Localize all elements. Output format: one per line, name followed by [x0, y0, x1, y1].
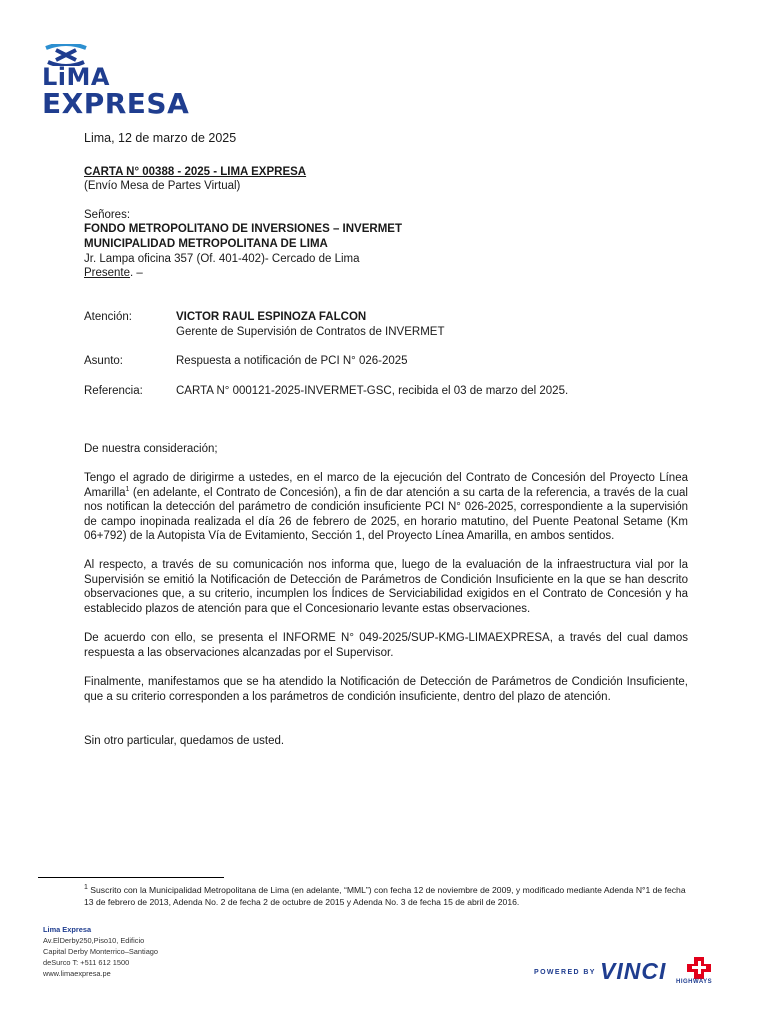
subject-value: Respuesta a notificación de PCI N° 026-2025 [176, 355, 408, 367]
footer-website: www.limaexpresa.pe [43, 969, 111, 978]
footer-address-2: Capital Derby Monterrico–Santiago [43, 947, 159, 956]
footnote-marker: 1 [125, 485, 130, 493]
footer-phone: deSurco T: +511 612 1500 [43, 958, 130, 967]
paragraph-3: De acuerdo con ello, se presenta el INFORME N° 049-2025/SUP-KMG-LIMAEXPRESA, a través del cual damos respuesta a las observaciones alcanzadas por el Supervisor. [84, 632, 688, 659]
footnote-separator [38, 877, 224, 878]
date-line: Lima, 12 de marzo de 2025 [84, 131, 237, 145]
salutation-label: Señores: [84, 209, 131, 221]
letter-reference: CARTA N° 00388 - 2025 - LIMA EXPRESA [84, 166, 307, 178]
powered-by-label: POWERED BY [534, 969, 596, 976]
recipient-address: Jr. Lampa oficina 357 (Of. 401-402)- Cercado de Lima [84, 253, 360, 265]
paragraph-1-part-a: Tengo el agrado de dirigirme a ustedes, en el marco de la ejecución del Contrato de Concesión del Proyecto Línea Amarilla [84, 472, 688, 499]
footer-company: Lima Expresa [43, 925, 92, 934]
closing-line: Sin otro particular, quedamos de usted. [84, 735, 285, 747]
logo-line2: EXPRESA [42, 87, 190, 120]
footnote [84, 884, 688, 908]
reference-label: Referencia: [84, 385, 143, 397]
delivery-method: (Envío Mesa de Partes Virtual) [84, 180, 241, 192]
footnote-text: Suscrito con la Municipalidad Metropolitana de Lima (en adelante, “MML”) con fecha 12 de noviembre de 2009, y modificado mediante Adenda N°1 de fecha 13 de febrero de 2013, Adenda No. 2 de fecha 2 de octubre de 2015 y Adenda No. 3 de fecha 15 de abril de 2016. [84, 885, 686, 907]
presente-tail: . – [130, 267, 143, 279]
paragraph-1-part-b: (en adelante, el Contrato de Concesión), a fin de dar atención a su carta de la referencia, a través de la cual nos notifican la detección del parámetro de condición insuficiente PCI N° 026-2025, correspondiente a la supervisión de campo inopinada realizada el día 26 de febrero de 2025, en horario matutino, del Puente Peatonal Setame (Km 06+792) de la Autopista Vía de Evitamiento, Sección 1, del Proyecto Línea Amarilla, en ambos sentidos. [84, 486, 688, 543]
greeting: De nuestra consideración; [84, 443, 218, 455]
highways-label: HIGHWAYS [676, 979, 713, 985]
footer-address-1: Av.ElDerby250,Piso10, Edificio [43, 936, 145, 945]
paragraph-1 [84, 471, 688, 544]
attention-name: VICTOR RAUL ESPINOZA FALCON [176, 311, 367, 323]
recipient-invermet: FONDO METROPOLITANO DE INVERSIONES – INVERMET [84, 223, 402, 235]
recipient-mml: MUNICIPALIDAD METROPOLITANA DE LIMA [84, 238, 328, 250]
subject-label: Asunto: [84, 355, 123, 367]
vinci-logo-text: VINCI [600, 958, 667, 984]
attention-label: Atención: [84, 311, 132, 323]
paragraph-4: Finalmente, manifestamos que se ha atendido la Notificación de Detección de Parámetros de Condición Insuficiente, que a su criterio corresponden a los parámetros de condición insuficiente, dentro del plazo de atención. [84, 676, 688, 703]
presente-line [84, 266, 143, 281]
attention-role: Gerente de Supervisión de Contratos de INVERMET [176, 326, 445, 338]
reference-value: CARTA N° 000121-2025-INVERMET-GSC, recibida el 03 de marzo del 2025. [176, 385, 569, 397]
lima-expresa-logo [42, 64, 189, 118]
footnote-number: 1 [84, 884, 88, 892]
paragraph-2: Al respecto, a través de su comunicación nos informa que, luego de la evaluación de la infraestructura vial por la Supervisión se emitió la Notificación de Detección de Parámetros de Condición Insuficiente en la que se han descrito observaciones que, a su criterio, incumplen los Índices de Serviciabilidad exigidos en el Contrato de Concesión y ha establecido plazos de atención para que el Concesionario levante estas observaciones. [84, 559, 688, 615]
presente-word: Presente [84, 267, 131, 279]
logo-line1: LiMA [42, 63, 110, 91]
